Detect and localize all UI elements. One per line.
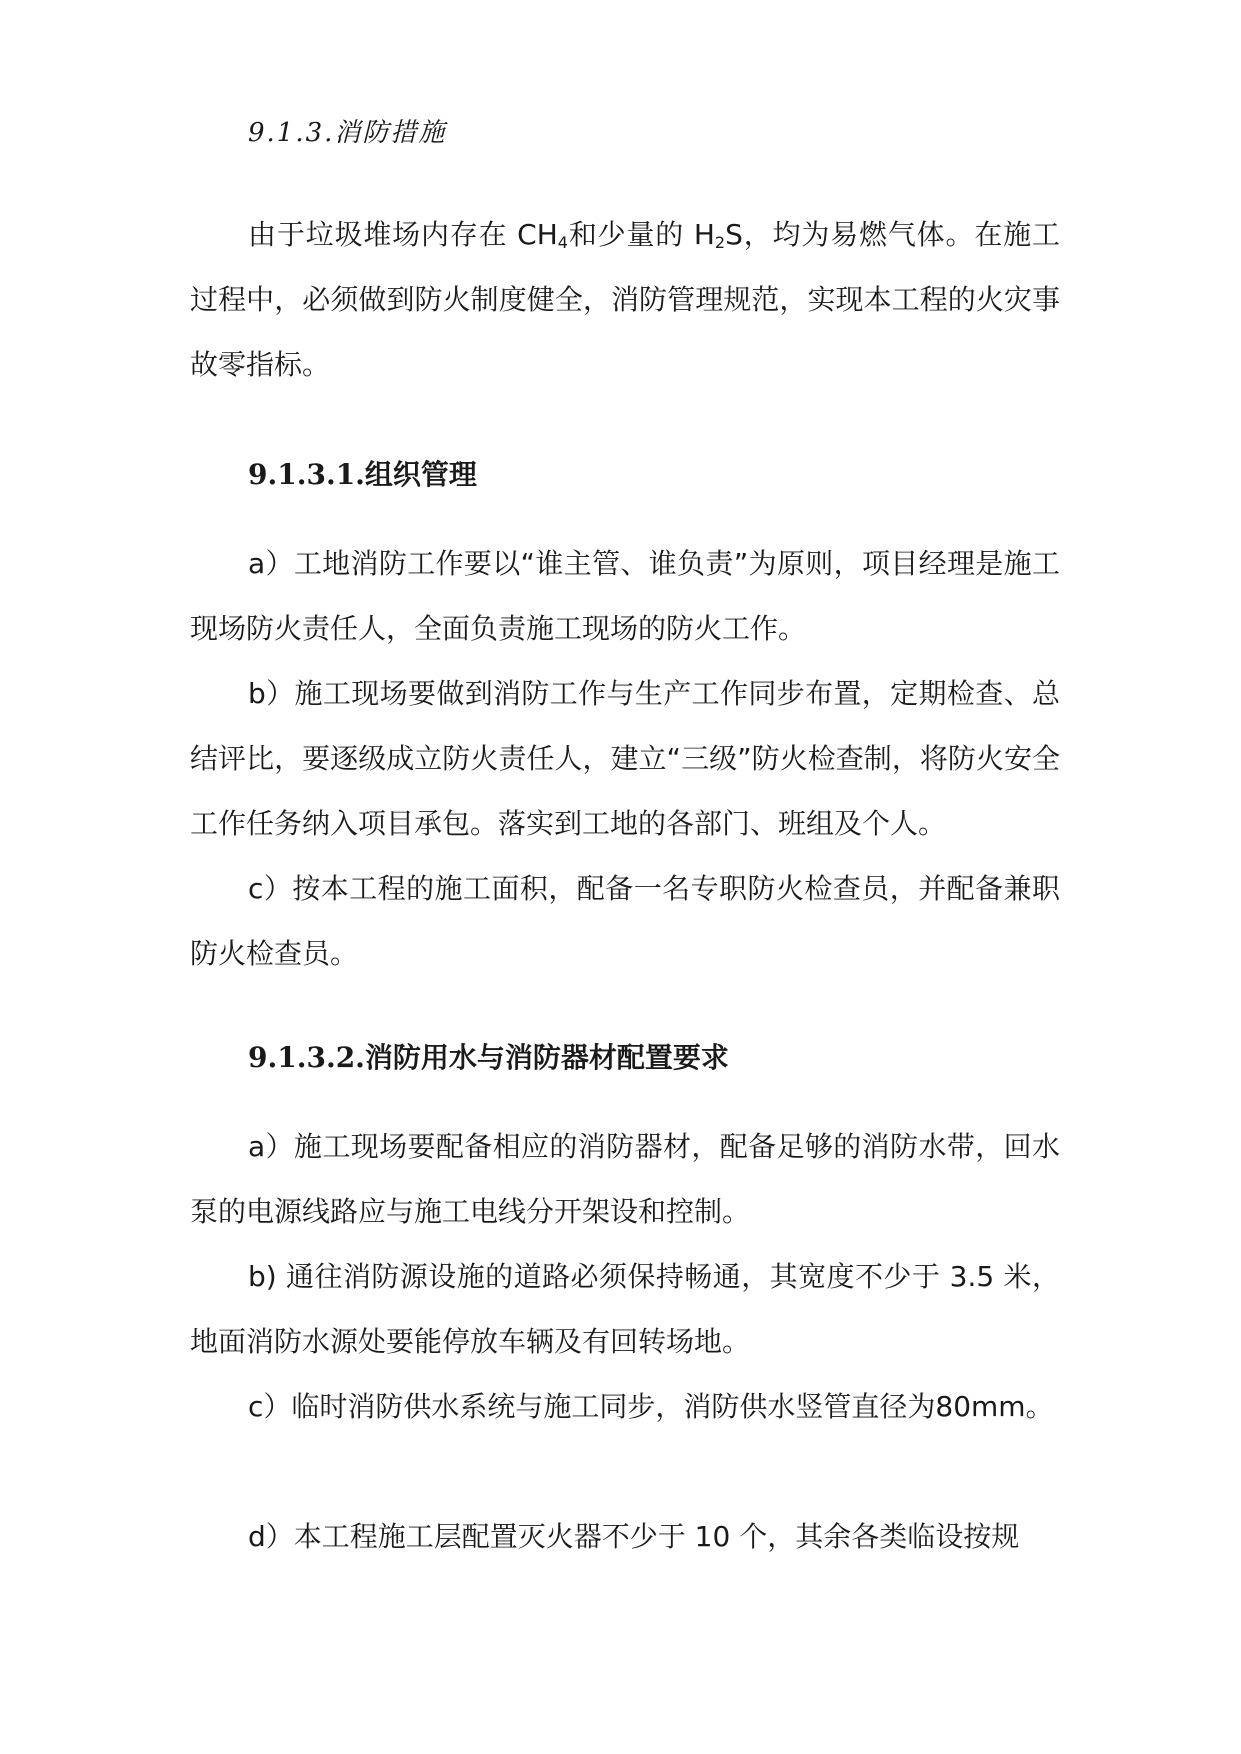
section1-item-b: b）施工现场要做到消防工作与生产工作同步布置，定期检查、总结评比，要逐级成立防火责任人，建立“三级”防火检查制，将防火安全工作任务纳入项目承包。落实到工地的各部门、班组及个人。: [190, 677, 1060, 840]
section2-item-a: a）施工现场要配备相应的消防器材，配备足够的消防水带，回水泵的电源线路应与施工电线分开架设和控制。: [190, 1130, 1060, 1228]
section2-item-d: d）本工程施工层配置灭火器不少于 10 个，其余各类临设按规: [248, 1520, 1020, 1553]
section-heading-9-1-3: 9.1.3.消防措施: [248, 118, 447, 148]
intro-paragraph: [190, 202, 1060, 397]
section2-item-c: c）临时消防供水系统与施工同步，消防供水竖管直径为80mm。: [248, 1390, 1054, 1423]
intro-subscript-1: 4: [557, 233, 568, 252]
intro-subscript-2: 2: [714, 233, 726, 252]
section-heading-9-1-3-1: 9.1.3.1.组织管理: [248, 458, 477, 491]
section-heading-9-1-3-2: 9.1.3.2.消防用水与消防器材配置要求: [248, 1041, 729, 1074]
intro-text-1: 由于垃圾堆场内存在 CH: [248, 218, 558, 251]
section2-item-b: b) 通往消防源设施的道路必须保持畅通，其宽度不少于 3.5 米，地面消防水源处要能停放车辆及有回转场地。: [190, 1260, 1060, 1358]
intro-text-3: S，均为易燃气体。在施工过程中，必须做到防火制度健全，消防管理规范，实现本工程的火灾事故零指标。: [190, 218, 1060, 381]
section1-item-c: c）按本工程的施工面积，配备一名专职防火检查员，并配备兼职防火检查员。: [190, 872, 1060, 970]
section1-item-a: a）工地消防工作要以“谁主管、谁负责”为原则，项目经理是施工现场防火责任人，全面负责施工现场的防火工作。: [190, 547, 1060, 645]
intro-text-2: 和少量的 H: [567, 218, 715, 251]
